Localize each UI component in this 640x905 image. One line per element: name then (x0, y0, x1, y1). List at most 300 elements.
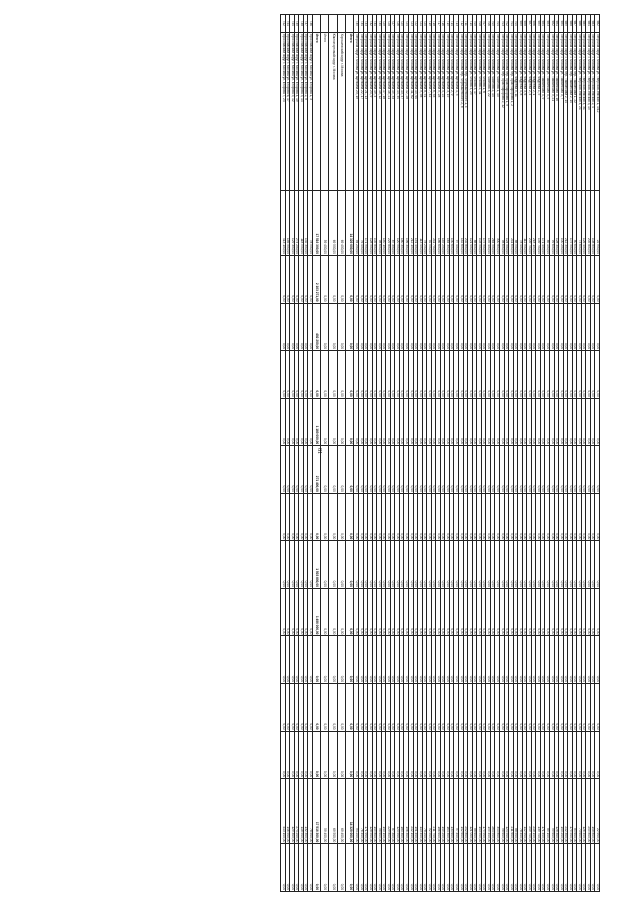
value-cell: 0,00 (577, 351, 582, 399)
value-cell: 128 300,00 (554, 779, 559, 844)
value-cell: 0,00 (499, 398, 504, 446)
value-cell: 0,00 (418, 446, 423, 494)
value-cell: 0,00 (404, 446, 409, 494)
value-cell: 0,00 (294, 351, 299, 399)
value-cell: 0,00 (404, 493, 409, 541)
table-row (509, 15, 514, 892)
value-cell: 0,00 (463, 303, 468, 351)
value-cell: 0,00 (381, 588, 386, 636)
value-cell: 76 400,00 (359, 779, 364, 844)
value-cell: 0,00 (294, 493, 299, 541)
value-cell: 69 500,00 (329, 190, 338, 255)
value-cell: 80 600,00 (572, 190, 577, 255)
value-cell: 124 500,00 (504, 779, 509, 844)
value-cell: 0,00 (531, 351, 536, 399)
address-cell: Тверской округ г. Москва ул. Чехова 1, 6 (481, 32, 486, 190)
table-row (418, 15, 423, 892)
table-row (440, 15, 445, 892)
row-number-cell: 728 (386, 15, 391, 33)
value-cell: 0,00 (436, 255, 441, 303)
value-cell: 0,00 (418, 731, 423, 779)
value-cell: 0,00 (590, 684, 595, 732)
value-cell: 211 700,00 (431, 779, 436, 844)
address-cell: Тверской округ г. Москва ул. Тверская-Ямская 2, 4 (590, 32, 595, 190)
value-cell: 88 500,00 (513, 779, 518, 844)
value-cell: 0,00 (540, 446, 545, 494)
value-cell: 0,00 (418, 398, 423, 446)
value-cell: 0,00 (285, 351, 290, 399)
value-cell: 98 600,00 (499, 190, 504, 255)
value-cell: 0,00 (299, 636, 304, 684)
value-cell: 0,00 (518, 493, 523, 541)
value-cell: 0,00 (381, 844, 386, 892)
value-cell: 0,00 (459, 731, 464, 779)
row-number-cell: 705 (490, 15, 495, 33)
value-cell: 0,00 (445, 493, 450, 541)
value-cell: 118 500,00 (299, 779, 304, 844)
value-cell: 0,00 (427, 844, 432, 892)
value-cell: 14 329 000,00 (346, 779, 354, 844)
value-cell: 0,00 (354, 446, 359, 494)
value-cell: 0,00 (436, 493, 441, 541)
row-number-cell: 682 (595, 15, 600, 33)
value-cell: 0,00 (285, 684, 290, 732)
value-cell: 155 400,00 (486, 779, 491, 844)
value-cell: 0,00 (386, 636, 391, 684)
value-cell: 0,00 (303, 684, 308, 732)
value-cell: 413 100,00 (281, 190, 286, 255)
row-number-cell: 708 (477, 15, 482, 33)
value-cell: 0,00 (518, 398, 523, 446)
value-cell: 0,00 (554, 636, 559, 684)
value-cell: 0,00 (359, 731, 364, 779)
row-number-cell: 734 (359, 15, 364, 33)
value-cell: 0,00 (504, 398, 509, 446)
address-cell: Южнопортовый округ г. Москва (329, 32, 338, 190)
value-cell: 0,00 (368, 636, 373, 684)
value-cell: 92 500,00 (427, 190, 432, 255)
value-cell: 0,00 (422, 588, 427, 636)
value-cell: 300 800,00 (495, 190, 500, 255)
table-row (359, 15, 364, 892)
value-cell: 105 800,00 (372, 779, 377, 844)
value-cell: 0,00 (554, 351, 559, 399)
table-row (472, 15, 477, 892)
value-cell: 0,00 (577, 684, 582, 732)
value-cell: 0,00 (586, 731, 591, 779)
value-cell: 0,00 (346, 541, 354, 589)
value-cell: 0,00 (449, 844, 454, 892)
value-cell: 0,00 (490, 493, 495, 541)
value-cell: 0,00 (431, 588, 436, 636)
row-number-cell: 733 (363, 15, 368, 33)
value-cell: 0,00 (568, 303, 573, 351)
value-cell: 0,00 (395, 844, 400, 892)
value-cell: 85 100,00 (545, 779, 550, 844)
value-cell: 0,00 (563, 351, 568, 399)
value-cell: 0,00 (354, 493, 359, 541)
value-cell: 0,00 (337, 731, 346, 779)
value-cell: 0,00 (422, 398, 427, 446)
value-cell: 0,00 (399, 731, 404, 779)
row-number-cell: 716 (440, 15, 445, 33)
value-cell: 0,00 (440, 844, 445, 892)
address-cell: Тверской округ г. Москва ул. Фадеева 4, 8 (518, 32, 523, 190)
address-cell: Тверской округ г. Москва ул. Щепкина 23, 19 (354, 32, 359, 190)
row-number-cell: 703 (499, 15, 504, 33)
value-cell: 0,00 (381, 303, 386, 351)
value-cell: 0,00 (337, 493, 346, 541)
value-cell: 0,00 (563, 303, 568, 351)
value-cell: 0,00 (399, 541, 404, 589)
value-cell: 0,00 (386, 684, 391, 732)
value-cell: 0,00 (320, 303, 329, 351)
value-cell: 0,00 (377, 684, 382, 732)
value-cell: 0,00 (337, 684, 346, 732)
value-cell: 0,00 (472, 398, 477, 446)
table-row (463, 15, 468, 892)
value-cell: 121 000,00 (468, 779, 473, 844)
value-cell: 0,00 (586, 303, 591, 351)
value-cell: 0,00 (499, 844, 504, 892)
value-cell: 0,00 (290, 684, 295, 732)
value-cell: 0,00 (522, 493, 527, 541)
value-cell: 0,00 (418, 844, 423, 892)
value-cell: 218 100,00 (531, 190, 536, 255)
value-cell: 0,00 (346, 351, 354, 399)
row-number-cell: 704 (495, 15, 500, 33)
value-cell: 0,00 (413, 541, 418, 589)
value-cell: 0,00 (413, 588, 418, 636)
value-cell: 59 400,00 (320, 779, 329, 844)
value-cell: 0,00 (590, 351, 595, 399)
value-cell: 229 800,00 (386, 779, 391, 844)
value-cell: 0,00 (337, 541, 346, 589)
value-cell: 0,00 (568, 446, 573, 494)
address-cell: Тверской округ г. Москва пер. Тихвинский 2, 14 (563, 32, 568, 190)
value-cell: 0,00 (381, 684, 386, 732)
value-cell: 0,00 (554, 684, 559, 732)
value-cell: 0,00 (422, 255, 427, 303)
value-cell: 0,00 (495, 255, 500, 303)
value-cell: 0,00 (409, 731, 414, 779)
row-number-cell: 684 (586, 15, 591, 33)
value-cell: 0,00 (368, 255, 373, 303)
value-cell: 0,00 (285, 255, 290, 303)
address-cell: Тверской округ г. Москва ул. Фадеева 5, 11 (513, 32, 518, 190)
row-number-cell: 706 (486, 15, 491, 33)
value-cell: 0,00 (527, 588, 532, 636)
value-cell: 0,00 (572, 684, 577, 732)
value-cell: 0,00 (449, 255, 454, 303)
value-cell: 0,00 (545, 351, 550, 399)
value-cell: 0,00 (281, 255, 286, 303)
row-number-cell (329, 15, 338, 33)
value-cell: 0,00 (459, 636, 464, 684)
value-cell: 108 800,00 (590, 779, 595, 844)
value-cell: 0,00 (281, 303, 286, 351)
value-cell: 0,00 (499, 588, 504, 636)
value-cell: 0,00 (303, 493, 308, 541)
value-cell: 0,00 (372, 731, 377, 779)
value-cell: 0,00 (509, 541, 514, 589)
value-cell: 0,00 (540, 636, 545, 684)
value-cell: 98 600,00 (377, 779, 382, 844)
value-cell: 0,00 (531, 588, 536, 636)
value-cell: 0,00 (595, 636, 600, 684)
value-cell: 0,00 (568, 588, 573, 636)
value-cell: 0,00 (472, 255, 477, 303)
value-cell: 202 800,00 (463, 190, 468, 255)
value-cell: 0,00 (499, 303, 504, 351)
value-cell: 139 700,00 (536, 190, 541, 255)
value-cell: 0,00 (354, 541, 359, 589)
value-cell: 0,00 (572, 844, 577, 892)
value-cell: 0,00 (549, 731, 554, 779)
value-cell: 0,00 (359, 684, 364, 732)
value-cell: 0,00 (285, 303, 290, 351)
value-cell: 0,00 (346, 255, 354, 303)
value-cell: 0,00 (527, 351, 532, 399)
value-cell: 0,00 (468, 541, 473, 589)
value-cell: 0,00 (422, 303, 427, 351)
value-cell: 0,00 (568, 636, 573, 684)
value-cell: 0,00 (395, 731, 400, 779)
value-cell: 0,00 (427, 684, 432, 732)
value-cell: 0,00 (431, 844, 436, 892)
row-number-cell: 692 (549, 15, 554, 33)
address-cell: Тверской округ г. Москва ул. Щепкина 21, 13 (363, 32, 368, 190)
value-cell: 0,00 (463, 446, 468, 494)
table-row (504, 15, 509, 892)
value-cell: 98 600,00 (377, 190, 382, 255)
value-cell: 0,00 (422, 493, 427, 541)
value-cell: 0,00 (499, 493, 504, 541)
value-cell: 0,00 (395, 588, 400, 636)
value-cell: 0,00 (299, 684, 304, 732)
value-cell: 0,00 (559, 684, 564, 732)
value-cell: 0,00 (285, 588, 290, 636)
value-cell: 0,00 (363, 731, 368, 779)
value-cell: 0,00 (399, 255, 404, 303)
value-cell: 146 500,00 (285, 779, 290, 844)
value-cell: 0,00 (536, 731, 541, 779)
value-cell: 0,00 (486, 731, 491, 779)
value-cell: 0,00 (490, 398, 495, 446)
value-cell: 118 500,00 (299, 190, 304, 255)
value-cell: 0,00 (568, 731, 573, 779)
table-row (572, 15, 577, 892)
value-cell: 0,00 (513, 636, 518, 684)
value-cell: 0,00 (390, 351, 395, 399)
value-cell: 151 400,00 (413, 779, 418, 844)
value-cell: 0,00 (431, 731, 436, 779)
value-cell: 0,00 (477, 731, 482, 779)
value-cell: 0,00 (463, 351, 468, 399)
value-cell: 113 400,00 (418, 779, 423, 844)
value-cell: 0,00 (509, 493, 514, 541)
value-cell: 0,00 (308, 398, 313, 446)
value-cell: 0,00 (418, 255, 423, 303)
table-row (422, 15, 427, 892)
value-cell: 0,00 (386, 541, 391, 589)
address-cell: Тверской округ г. Москва ул. Щепкина 9, 58 (418, 32, 423, 190)
value-cell: 0,00 (477, 351, 482, 399)
value-cell: 0,00 (281, 446, 286, 494)
table-row (549, 15, 554, 892)
value-cell: 97 400,00 (454, 190, 459, 255)
value-cell: 0,00 (527, 493, 532, 541)
value-cell: 0,00 (404, 844, 409, 892)
row-number-cell: 699 (518, 15, 523, 33)
value-cell: 0,00 (312, 636, 320, 684)
value-cell: 0,00 (504, 636, 509, 684)
value-cell: 0,00 (418, 351, 423, 399)
value-cell: 175 500,00 (568, 190, 573, 255)
value-cell: 17 516 300,00 (312, 779, 320, 844)
value-cell: 0,00 (472, 636, 477, 684)
value-cell: 186 600,00 (436, 190, 441, 255)
value-cell: 0,00 (486, 588, 491, 636)
value-cell: 0,00 (390, 636, 395, 684)
value-cell: 0,00 (581, 684, 586, 732)
value-cell: 0,00 (409, 398, 414, 446)
value-cell: 0,00 (436, 844, 441, 892)
value-cell: 0,00 (372, 255, 377, 303)
value-cell: 0,00 (329, 255, 338, 303)
value-cell: 0,00 (595, 684, 600, 732)
value-cell: 0,00 (454, 636, 459, 684)
table-row (522, 15, 527, 892)
value-cell: 0,00 (431, 398, 436, 446)
table-row (586, 15, 591, 892)
value-cell: 0,00 (285, 493, 290, 541)
value-cell: 0,00 (422, 351, 427, 399)
row-number-cell: 700 (513, 15, 518, 33)
value-cell: 0,00 (468, 636, 473, 684)
table-row (409, 15, 414, 892)
value-cell: 0,00 (381, 446, 386, 494)
value-cell: 0,00 (294, 446, 299, 494)
value-cell: 0,00 (486, 493, 491, 541)
value-cell: 0,00 (431, 493, 436, 541)
value-cell: 0,00 (440, 446, 445, 494)
value-cell: 0,00 (399, 446, 404, 494)
value-cell: 0,00 (527, 398, 532, 446)
value-cell: 0,00 (359, 493, 364, 541)
value-cell: 0,00 (545, 844, 550, 892)
value-cell: 0,00 (572, 351, 577, 399)
value-cell: 171 900,00 (363, 190, 368, 255)
value-cell: 0,00 (572, 636, 577, 684)
value-cell: 0,00 (346, 303, 354, 351)
table-row (563, 15, 568, 892)
value-cell: 0,00 (518, 351, 523, 399)
value-cell: 0,00 (486, 255, 491, 303)
value-cell: 0,00 (531, 636, 536, 684)
value-cell: 0,00 (368, 446, 373, 494)
value-cell: 0,00 (320, 844, 329, 892)
value-cell: 0,00 (281, 588, 286, 636)
row-number-cell: 730 (377, 15, 382, 33)
value-cell: 0,00 (363, 844, 368, 892)
value-cell: 0,00 (399, 684, 404, 732)
value-cell: 0,00 (308, 731, 313, 779)
value-cell: 0,00 (554, 446, 559, 494)
value-cell: 0,00 (468, 255, 473, 303)
value-cell: 100 200,00 (559, 190, 564, 255)
value-cell: 0,00 (509, 351, 514, 399)
address-cell: Хорошевский округ г. Москва (337, 32, 346, 190)
value-cell: 0,00 (440, 588, 445, 636)
value-cell: 0,00 (481, 684, 486, 732)
value-cell: 0,00 (513, 541, 518, 589)
address-cell: Тверской округ г. Москва ул. Щепкина 17, 18 (381, 32, 386, 190)
value-cell: 0,00 (522, 684, 527, 732)
value-cell: 0,00 (572, 446, 577, 494)
value-cell: 0,00 (381, 255, 386, 303)
value-cell: 0,00 (468, 684, 473, 732)
value-cell: 212 100,00 (409, 779, 414, 844)
address-cell: Тверской округ г. Москва пер. Христофорова 2, 12 (499, 32, 504, 190)
value-cell: 0,00 (554, 303, 559, 351)
value-cell: 0,00 (346, 684, 354, 732)
value-cell: 0,00 (545, 636, 550, 684)
value-cell: 0,00 (329, 446, 338, 494)
value-cell: 0,00 (308, 303, 313, 351)
table-row (395, 15, 400, 892)
value-cell: 0,00 (329, 636, 338, 684)
value-cell: 0,00 (377, 636, 382, 684)
value-cell: 0,00 (377, 731, 382, 779)
value-cell: 0,00 (454, 493, 459, 541)
value-cell: 0,00 (427, 351, 432, 399)
value-cell: 0,00 (285, 731, 290, 779)
table-row (363, 15, 368, 892)
table-row (299, 15, 304, 892)
value-cell: 0,00 (431, 636, 436, 684)
value-cell: 2 163 271,00 (312, 255, 320, 303)
value-cell: 0,00 (481, 588, 486, 636)
address-cell: Тверской округ г. Москва пер. Тихвинский 1, 22 (572, 32, 577, 190)
value-cell: 0,00 (568, 541, 573, 589)
value-cell: 0,00 (395, 303, 400, 351)
address-cell: Тверской округ г. Москва ул. Тверская-Ямская 3, 15 (586, 32, 591, 190)
value-cell: 0,00 (312, 684, 320, 732)
value-cell: 0,00 (481, 446, 486, 494)
value-cell: 0,00 (281, 493, 286, 541)
value-cell: 0,00 (354, 684, 359, 732)
address-cell: Тверской округ г. Москва ул. Чаянова 1, 10 (495, 32, 500, 190)
value-cell: 175 500,00 (568, 779, 573, 844)
value-cell: 0,00 (337, 636, 346, 684)
value-cell: 0,00 (320, 255, 329, 303)
row-number-cell: 720 (422, 15, 427, 33)
value-cell: 0,00 (299, 303, 304, 351)
value-cell: 0,00 (481, 398, 486, 446)
value-cell: 186 600,00 (436, 779, 441, 844)
value-cell: 0,00 (294, 636, 299, 684)
value-cell: 0,00 (522, 446, 527, 494)
value-cell: 0,00 (368, 731, 373, 779)
value-cell: 0,00 (445, 844, 450, 892)
value-cell: 0,00 (346, 844, 354, 892)
value-cell: 0,00 (308, 588, 313, 636)
row-number-cell: 689 (563, 15, 568, 33)
value-cell: 130 600,00 (449, 190, 454, 255)
value-cell: 0,00 (472, 731, 477, 779)
value-cell: 0,00 (522, 636, 527, 684)
